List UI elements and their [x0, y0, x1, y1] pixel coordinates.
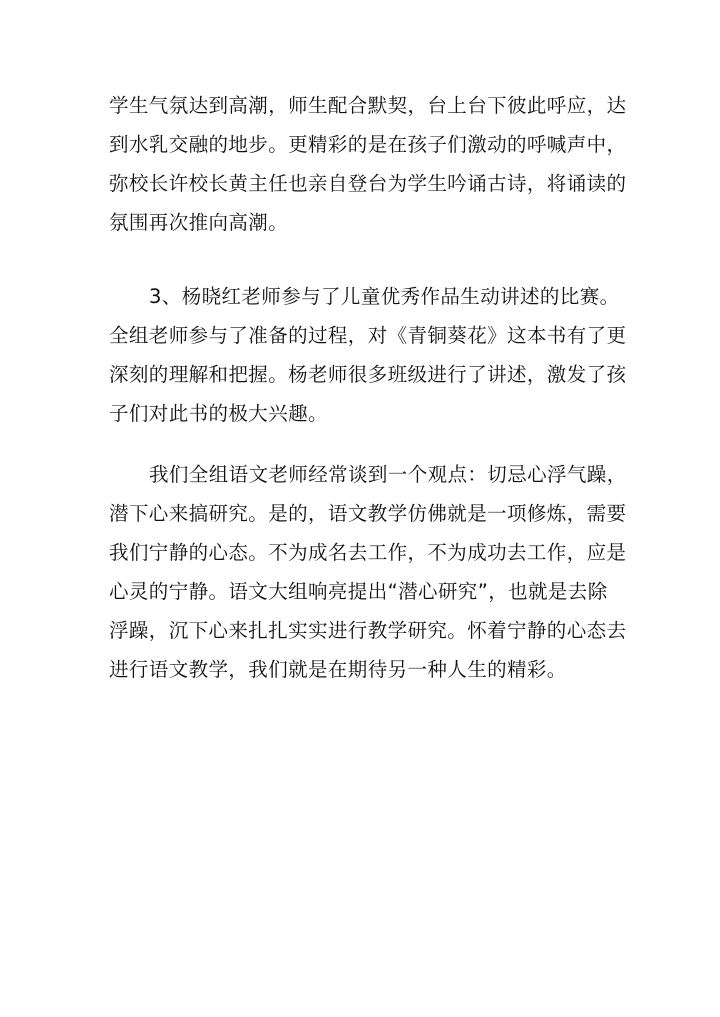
text-line: 心灵的宁静。语文大组响亮提出“潜心研究”，也就是去除: [109, 580, 608, 603]
text-line: 潜下心来搞研究。是的，语文教学仿佛就是一项修炼，需要: [109, 502, 627, 525]
text-line: 到水乳交融的地步。更精彩的是在孩子们激动的呼喊声中，: [109, 133, 627, 156]
text-line: 我们宁静的心态。不为成名去工作，不为成功去工作，应是: [109, 541, 627, 564]
text-line: 全组老师参与了准备的过程，对《青铜葵花》这本书有了更: [109, 324, 627, 347]
paragraph-storytelling-contest: [109, 277, 629, 433]
text-line: 我们全组语文老师经常谈到一个观点：切忌心浮气躁，: [149, 463, 627, 486]
text-line: 氛围再次推向高潮。: [109, 211, 289, 234]
text-line: 子们对此书的极大兴趣。: [109, 402, 328, 425]
text-line: 浮躁，沉下心来扎扎实实进行教学研究。怀着宁静的心态去: [109, 619, 627, 642]
paragraph-teaching-philosophy: [109, 455, 629, 689]
text-line: 进行语文教学，我们就是在期待另一种人生的精彩。: [109, 658, 567, 681]
text-line: 深刻的理解和把握。杨老师很多班级进行了讲述，激发了孩: [109, 363, 627, 386]
text-line: 弥校长许校长黄主任也亲自登台为学生吟诵古诗，将诵读的: [109, 172, 627, 195]
paragraph-celebration: [109, 86, 629, 242]
text-line: 3、杨晓红老师参与了儿童优秀作品生动讲述的比赛。: [149, 285, 620, 308]
text-line: 学生气氛达到高潮，师生配合默契，台上台下彼此呼应，达: [109, 94, 627, 117]
